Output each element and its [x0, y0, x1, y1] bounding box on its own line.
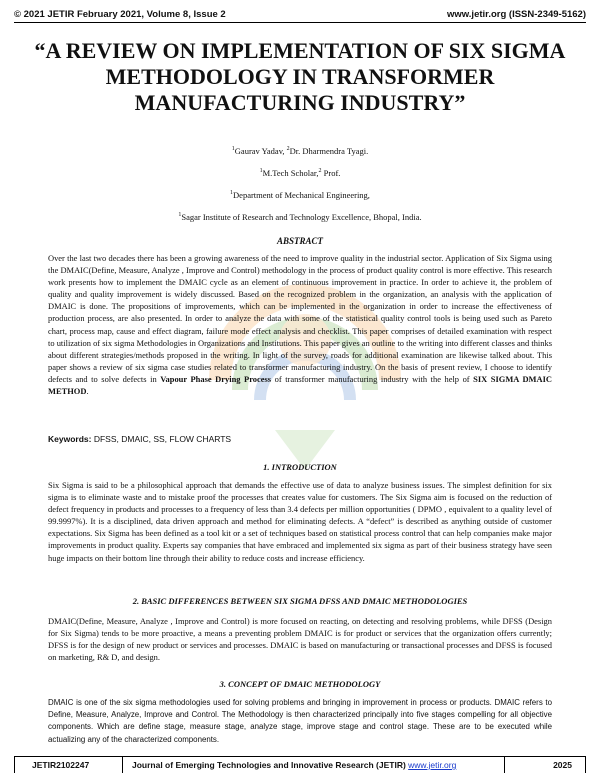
- section-2-body: DMAIC(Define, Measure, Analyze , Improve and Control) is more focused on reacting, on detecting and resolving problems, while DFSS (Design for Six Sigma) tends to be more proactive, a means a preventing problem DMAIC is for product or services that the organization offers currently; DFSS is for the design of new product or services and processes. DMAIC is based on manufacturing or transactional processes and DFSS is focused on marketing, R& D, and design.: [48, 616, 552, 663]
- header-rule: [14, 22, 586, 23]
- running-footer: [14, 759, 586, 773]
- header-left: © 2021 JETIR February 2021, Volume 8, Issue 2: [14, 9, 226, 20]
- footer-journal: Journal of Emerging Technologies and Innovative Research (JETIR) www.jetir.org: [132, 760, 457, 770]
- keywords: Keywords: DFSS, DMAIC, SS, FLOW CHARTS: [48, 434, 232, 444]
- department: $^1$Department of Mechanical Engineering,: [230, 190, 370, 200]
- footer-journal-link[interactable]: www.jetir.org: [408, 760, 457, 770]
- section-2-heading: 2. BASIC DIFFERENCES BETWEEN SIX SIGMA DFSS AND DMAIC METHODOLOGIES: [132, 596, 468, 606]
- author-roles: $^1$M.Tech Scholar,$^2$ Prof.: [259, 168, 341, 178]
- section-1-body: Six Sigma is said to be a philosophical approach that demands the effective use of data to analyze business issues. The simplest definition for six sigma is to eliminate waste and to mistake proof the processes that creates value for customers. The Six Sigma aim is focused on the reduction of defect frequency in products and processes to a frequency of less than 3.4 defects per million opportunities ( DPMO , equivalent to a quality level of 99.9997%). It is a disciplined, data driven approach and method for eliminating defects. A “defect” is described as anything outside of customer expectations. Six Sigma has been defined as a tool kit or a set of techniques based on statistical process control that can help companies make major improvements in product quality. Experts say companies that have embraced and implemented six sigma as part of their business strategy have seen huge impacts on their bottom line through their ability to reduce costs and increase efficiency.: [48, 480, 552, 563]
- authors-line: $^1$Gaurav Yadav, $^2$Dr. Dharmendra Tyagi.: [231, 146, 369, 156]
- institute: $^1$Sagar Institute of Research and Technology Excellence, Bhopal, India.: [178, 212, 422, 222]
- section-3-body: DMAIC is one of the six sigma methodologies used for solving problems and bringing in improvement in process or products. DMAIC refers to Define, Measure, Analyze, Improve and Control. The Methodology is then characterized principally into five stages compelling for all objective components. Which are define stage, measure stage, analyze stage, improve stage and control stage. These are to be executed while actualizing any of the characterized components.: [48, 698, 552, 744]
- abstract-heading: ABSTRACT: [276, 236, 323, 246]
- section-1-heading: 1. INTRODUCTION: [263, 462, 337, 472]
- paper-title: “A REVIEW ON IMPLEMENTATION OF SIX SIGMA METHODOLOGY IN TRANSFORMER MANUFACTURING INDUSTRY”: [34, 38, 566, 115]
- running-header: [14, 6, 586, 22]
- header-right: www.jetir.org (ISSN-2349-5162): [446, 9, 586, 20]
- footer-page-number: 2025: [553, 760, 572, 770]
- footer-paper-id: JETIR2102247: [32, 760, 90, 770]
- abstract-body: Over the last two decades there has been a growing awareness of the need to improve quality in the industrial sector. Application of Six Sigma using the DMAIC(Define, Measure, Analyze , Improve and Control) methodology in the process of product quality control is more effective. This research work presents how to implement the DMAIC cycle as an element of continuous improvement in practice. In order to achieve it, the problem of quality and quality improvement is widely discussed. Based on the recognized problem in the organization, an analysis with the application of DMAIC is done. The propositions of improvements, which can be implemented in the organization in order to increase the effectiveness of production process, are also presented. In order to analyze the data with some of the statistical quality control tools is being used such as Pareto chart, process map, cause and effect diagram, failure mode effect analysis and checklist. This paper comprises of detailed examination with respect to utilization of six sigma Methodologies in Organizations and Institutions. This paper gives an outline to the writing into different classes and thinks about different strategies/methods proposed in the writing. In light of the survey, roads for additional examination are likewise talked about. This paper shows a review of six sigma case studies related to transformer manufacturing industry. On the basis of present review, I choose to identify defects and to solve defects in Vapour Phase Drying Process of transformer manufacturing industry with the help of SIX SIGMA DMAIC METHOD.: [48, 253, 552, 397]
- section-3-heading: 3. CONCEPT OF DMAIC METHODOLOGY: [219, 679, 381, 689]
- footer-rule: [14, 756, 586, 757]
